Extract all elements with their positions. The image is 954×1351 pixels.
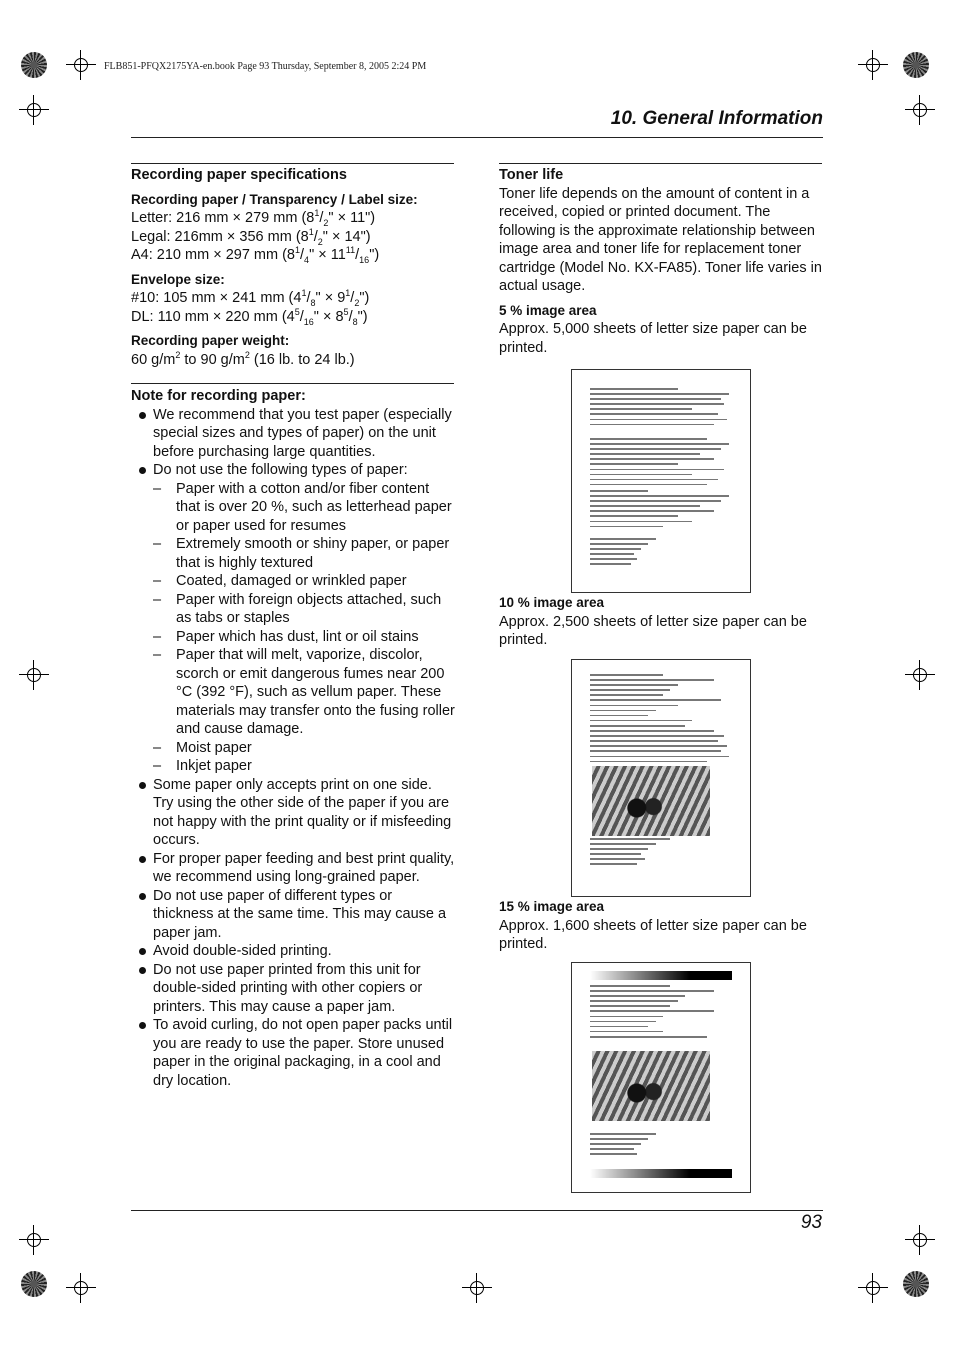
section-rule bbox=[499, 163, 822, 164]
header-rule bbox=[131, 137, 823, 138]
weight-heading: Recording paper weight: bbox=[131, 333, 290, 348]
crop-mark bbox=[858, 50, 888, 80]
left-column-notes bbox=[131, 387, 456, 1090]
dash-item: – Paper that will melt, vaporize, discolor, scorch or emit dangerous fumes near 200 °C (392 °F), such as vellum paper. These materials may transfer onto the fusing roller and cause damage. bbox=[153, 646, 456, 739]
note-heading: Note for recording paper: bbox=[131, 388, 306, 404]
section-rule bbox=[131, 163, 454, 164]
crop-mark bbox=[19, 95, 49, 125]
note-list bbox=[131, 406, 456, 1091]
paper-size-heading: Recording paper / Transparency / Label size: bbox=[131, 191, 418, 207]
area10-text-block bbox=[499, 594, 823, 650]
toner-life-text bbox=[499, 166, 823, 357]
area15-heading: 15 % image area bbox=[499, 899, 605, 914]
toner-life-intro: Toner life depends on the amount of content in a received, copied or printed document. The following is the approximate relationship between image area and toner life for replacement toner cartridge (Model No. KX-FA85). Toner life varies in actual usage. bbox=[499, 185, 822, 294]
area15-text: Approx. 1,600 sheets of letter size paper can be printed. bbox=[499, 917, 807, 952]
note-bullet: To avoid curling, do not open paper packs until you are ready to use the paper. Store unused paper in the original packaging, in a cool and dry location. bbox=[131, 1016, 456, 1090]
area10-text: Approx. 2,500 sheets of letter size paper can be printed. bbox=[499, 613, 807, 648]
note-bullet: Avoid double-sided printing. bbox=[131, 942, 456, 961]
sample-page-15-percent bbox=[571, 962, 751, 1193]
footer-rule bbox=[131, 1210, 823, 1211]
dash-item: – Inkjet paper bbox=[153, 757, 456, 776]
dash-item: – Paper with foreign objects attached, such as tabs or staples bbox=[153, 591, 456, 628]
crop-mark bbox=[905, 95, 935, 125]
envelope-heading: Envelope size: bbox=[131, 271, 225, 287]
section-rule bbox=[131, 383, 454, 384]
unsuitable-paper-list bbox=[153, 480, 456, 776]
sample-page-5-percent bbox=[571, 369, 751, 593]
crop-mark bbox=[66, 50, 96, 80]
registration-rosette bbox=[21, 1271, 47, 1297]
dash-item: – Extremely smooth or shiny paper, or paper that is highly textured bbox=[153, 535, 456, 572]
note-bullet: Do not use the following types of paper: – Paper with a cotton and/or fiber content that is over 20 %, such as letterhead paper or paper used for resumes – Extremely smooth or shiny paper, or paper that is highly textured – Coated, damaged or wrinkled paper – Paper with foreign objects attached, such as tabs or staples – Paper which has dust, lint or oil stains – Paper that will melt, vaporize, discolor, scorch or emit dangerous fumes near 200 °C (392 °F), such as vellum paper. These materials may transfer onto the fusing roller and cause damage. – Moist paper – Inkjet paper bbox=[131, 461, 456, 776]
registration-rosette bbox=[903, 1271, 929, 1297]
page-number: 93 bbox=[800, 1212, 822, 1233]
envelope-10: #10: 105 mm × 241 mm ($4^1/_8$" × $9^1/_2$") bbox=[131, 288, 370, 308]
dash-item: – Paper with a cotton and/or fiber content that is over 20 %, such as letterhead paper or paper used for resumes bbox=[153, 480, 456, 536]
area15-text-block bbox=[499, 898, 823, 954]
note-bullet: Do not use paper printed from this unit for double-sided printing with other copiers or printers. This may cause a paper jam. bbox=[131, 961, 456, 1017]
registration-rosette bbox=[903, 52, 929, 78]
crop-mark bbox=[858, 1273, 888, 1303]
file-header: FLB851-PFQX2175YA-en.book Page 93 Thursday, September 8, 2005 2:24 PM bbox=[104, 61, 427, 72]
crop-mark bbox=[905, 660, 935, 690]
crop-mark bbox=[462, 1273, 492, 1303]
paper-weight: 60 $g/m^2$ to 90 $g/m^2$ (16 lb. to 24 lb.) bbox=[131, 349, 355, 368]
left-column-specs bbox=[131, 166, 456, 369]
area5-heading: 5 % image area bbox=[499, 302, 597, 318]
toner-life-heading: Toner life bbox=[499, 167, 564, 183]
crop-mark bbox=[905, 1225, 935, 1255]
envelope-dl: DL: 110 mm × 220 mm ($4^5/_{16}$" × $8^5/_8$") bbox=[131, 306, 368, 327]
recording-paper-specs-heading: Recording paper specifications bbox=[131, 167, 347, 183]
dash-item: – Paper which has dust, lint or oil stains bbox=[153, 628, 456, 647]
sample-page-10-percent bbox=[571, 659, 751, 897]
note-bullet: Some paper only accepts print on one side. Try using the other side of the paper if you are not happy with the print quality or if misfeeding occurs. bbox=[131, 776, 456, 850]
crop-mark bbox=[19, 1225, 49, 1255]
dash-item: – Coated, damaged or wrinkled paper bbox=[153, 572, 456, 591]
area10-heading: 10 % image area bbox=[499, 595, 605, 610]
dash-item: – Moist paper bbox=[153, 739, 456, 758]
crop-mark bbox=[66, 1273, 96, 1303]
note-bullet: For proper paper feeding and best print quality, we recommend using long-grained paper. bbox=[131, 850, 456, 887]
letter-size: Letter: 216 mm × 279 mm ($8^1/_2$" × 11") bbox=[131, 208, 376, 228]
note-bullet: Do not use paper of different types or thickness at the same time. This may cause a paper jam. bbox=[131, 887, 456, 943]
legal-size: Legal: 216mm × 356 mm ($8^1/_2$" × 14") bbox=[131, 226, 371, 247]
a4-size: A4: 210 mm × 297 mm ($8^1/_4$" × $11^{11}/_{16}$") bbox=[131, 245, 380, 265]
note-bullet: We recommend that you test paper (especially special sizes and types of paper) on the unit before purchasing large quantities. bbox=[131, 406, 456, 462]
registration-rosette bbox=[21, 52, 47, 78]
area5-text: Approx. 5,000 sheets of letter size paper can be printed. bbox=[499, 321, 807, 356]
crop-mark bbox=[19, 660, 49, 690]
section-title: 10. General Information bbox=[610, 108, 823, 129]
